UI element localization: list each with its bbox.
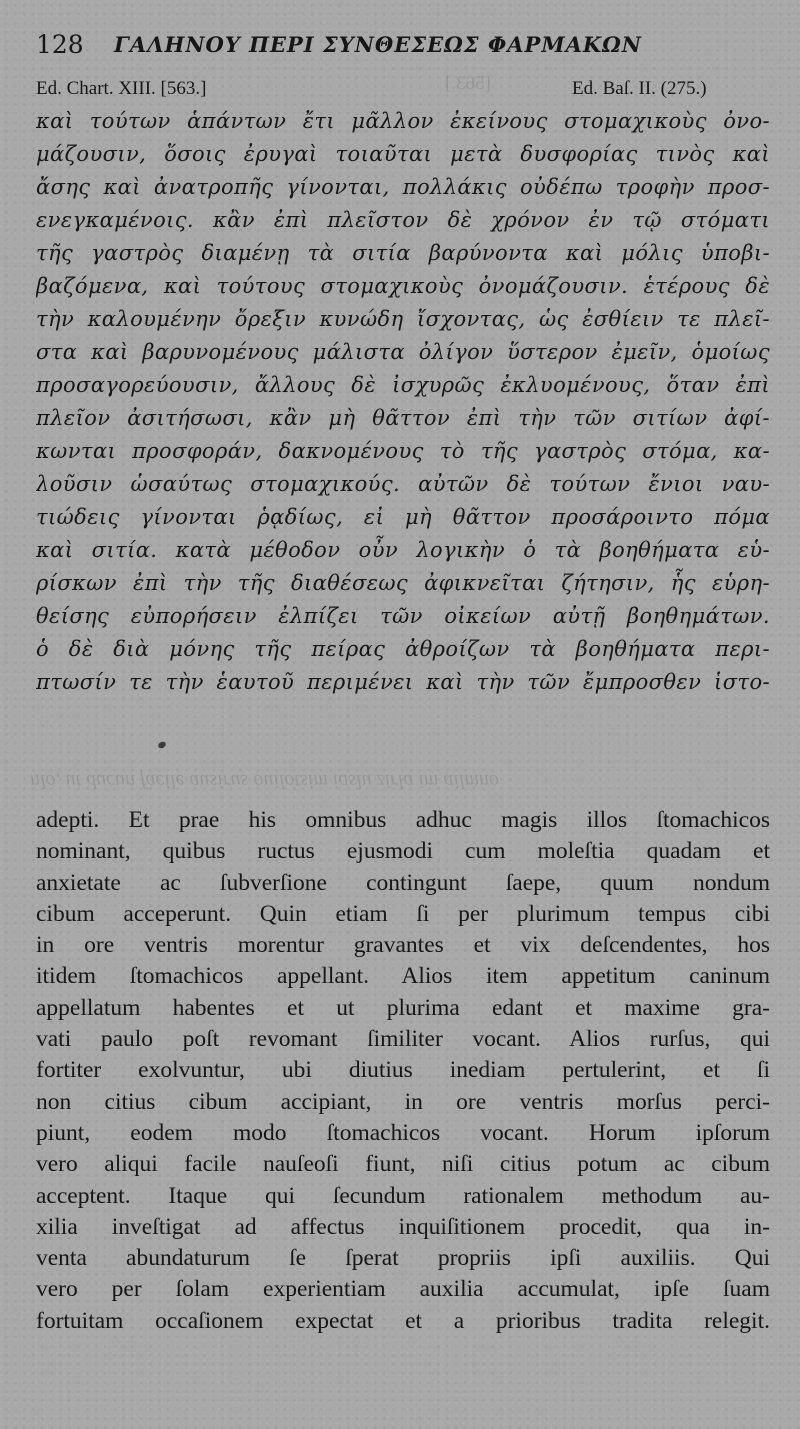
greek-line: βαζόμενα, καὶ τούτους στομαχικοὺς ὀνομάζουσιν. ἑτέρους δὲ	[36, 274, 770, 298]
latin-line: in ore ventris morentur gravantes et vix deſcendentes, hos	[36, 932, 770, 959]
show-through-text: nlo, ut ducun facile ausirus ouilotsim iaslu zirla im ailmno	[30, 770, 499, 792]
greek-line: πτωσίν τε τὴν ἑαυτοῦ περιμένει καὶ τὴν τῶν ἔμπροσθεν ἱστο-	[36, 670, 770, 694]
greek-line: τὴν καλουμένην ὄρεξιν κυνώδη ἴσχοντας, ὡς ἐσθίειν τε πλεῖ-	[36, 307, 770, 331]
greek-line: μάζουσιν, ὅσοις ἐρυγαὶ τοιαῦται μετὰ δυσφορίας τινὸς καὶ	[36, 142, 770, 166]
latin-line: fortuitam occaſionem expectat et a prioribus tradita relegit.	[36, 1307, 770, 1334]
latin-line: fortiter exolvuntur, ubi diutius inediam pertulerint, et ſi	[36, 1057, 770, 1084]
edition-reference-right: Ed. Baſ. II. (275.)	[572, 78, 707, 99]
greek-line: τιώδεις γίνονται ῥᾳδίως, εἰ μὴ θᾶττον προσάροιντο πόμα	[36, 505, 770, 529]
latin-line: appellatum habentes et ut plurima edant et maxime gra-	[36, 994, 770, 1021]
greek-text-block	[36, 105, 770, 699]
latin-line: adepti. Et prae his omnibus adhuc magis illos ſtomachicos	[36, 807, 770, 833]
running-title: ΓΑΛΗΝΟΥ ΠΕΡΙ ΣΥΝΘΕΣΕΩΣ ΦΑΡΜΑΚΩΝ	[114, 32, 642, 57]
greek-line: στα καὶ βαρυνομένους μάλιστα ὀλίγον ὕστερον ἐμεῖν, ὁμοίως	[36, 340, 770, 364]
latin-line: vero per ſolam experientiam auxilia accumulat, ipſe ſuam	[36, 1276, 770, 1303]
greek-line: θείσης εὐπορήσειν ἐλπίζει τῶν οἰκείων αὐτῇ βοηθημάτων.	[36, 604, 770, 628]
show-through-mark: [563.]	[445, 73, 491, 94]
latin-line: non citius cibum accipiant, in ore ventris morſus perci-	[36, 1088, 770, 1115]
greek-line: ἄσης καὶ ἀνατροπῆς γίνονται, πολλάκις οὐδέπω τροφὴν προσ-	[36, 175, 770, 199]
latin-line: piunt, eodem modo ſtomachicos vocant. Horum ipſorum	[36, 1119, 770, 1146]
greek-line: κωνται προσφοράν, δακνομένους τὸ τῆς γαστρὸς στόμα, κα-	[36, 439, 770, 463]
greek-line: τῆς γαστρὸς διαμένῃ τὰ σιτία βαρύνοντα καὶ μόλις ὑποβι-	[36, 241, 770, 265]
edition-reference-left: Ed. Chart. XIII. [563.]	[36, 78, 207, 99]
greek-line: προσαγορεύουσιν, ἄλλους δὲ ἰσχυρῶς ἐκλυομένους, ὅταν ἐπὶ	[36, 373, 770, 397]
greek-line: καὶ τούτων ἁπάντων ἔτι μᾶλλον ἐκείνους στομαχικοὺς ὀνο-	[36, 109, 770, 133]
greek-line: λοῦσιν ὡσαύτως στομαχικούς. αὐτῶν δὲ τούτων ἔνιοι ναυ-	[36, 472, 770, 496]
greek-line: καὶ σιτία. κατὰ μέθοδον οὖν λογικὴν ὁ τὰ βοηθήματα εὑ-	[36, 538, 770, 562]
greek-line: πλεῖον ἀσιτήσωσι, κἂν μὴ θᾶττον ἐπὶ τὴν τῶν σιτίων ἀφί-	[36, 406, 770, 430]
latin-line: vero aliqui facile nauſeoſi fiunt, niſi citius potum ac cibum	[36, 1151, 770, 1178]
latin-line: cibum acceperunt. Quin etiam ſi per plurimum tempus cibi	[36, 900, 770, 927]
page-header	[36, 28, 766, 62]
latin-line: venta abundaturum ſe ſperat propriis ipſi auxiliis. Qui	[36, 1245, 770, 1272]
latin-line: anxietate ac ſubverſione contingunt ſaepe, quum nondum	[36, 869, 770, 896]
latin-line: xilia inveſtigat ad affectus inquiſitionem procedit, qua in-	[36, 1213, 770, 1240]
latin-line: itidem ſtomachicos appellant. Alios item appetitum caninum	[36, 963, 770, 990]
latin-line: nominant, quibus ructus ejusmodi cum moleſtia quadam et	[36, 838, 770, 865]
greek-line: ὁ δὲ διὰ μόνης τῆς πείρας ἀθροίζων τὰ βοηθήματα περι-	[36, 637, 770, 661]
ink-smudge	[157, 740, 167, 749]
page-number: 128	[36, 30, 84, 59]
greek-line: ρίσκων ἐπὶ τὴν τῆς διαθέσεως ἀφικνεῖται ζήτησιν, ἧς εὑρη-	[36, 571, 770, 595]
latin-line: acceptent. Itaque qui ſecundum rationalem methodum au-	[36, 1182, 770, 1209]
greek-line: ενεγκαμένοις. κἂν ἐπὶ πλεῖστον δὲ χρόνον ἐν τῷ στόματι	[36, 208, 770, 232]
latin-text-block	[36, 805, 770, 1337]
latin-line: vati paulo poſt revomant ſimiliter vocant. Alios rurſus, qui	[36, 1026, 770, 1053]
